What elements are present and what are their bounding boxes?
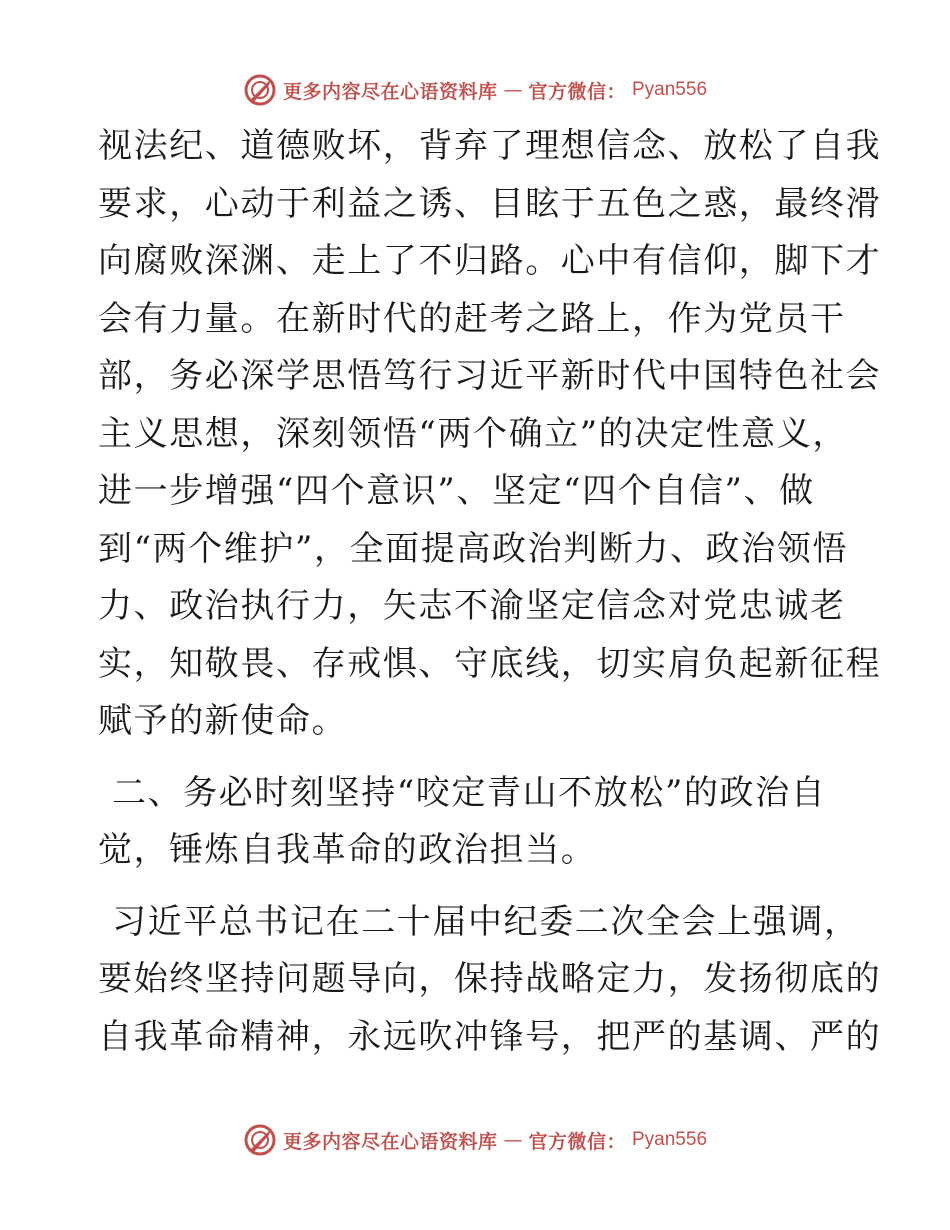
banner-title: 更多内容尽在心语资料库: [282, 80, 498, 103]
section-heading: [98, 765, 858, 880]
text-line: 到“两个维护”，全面提高政治判断力、政治领悟: [98, 528, 848, 569]
text-line: 进一步增强“四个意识”、坚定“四个自信”、做: [98, 471, 815, 511]
text-line: 要求，心动于利益之诱、目眩于五色之惑，最终滑: [98, 183, 882, 224]
banner-separator: —: [503, 1129, 523, 1151]
banner-contact-id: Pyan556: [632, 79, 708, 100]
document-body: [98, 118, 882, 1066]
header-banner: [0, 70, 950, 110]
text-line: 自我革命精神，永远吹冲锋号，把严的基调、严的: [98, 1016, 882, 1057]
text-line: 习近平总书记在二十届中纪委二次全会上强调，: [112, 901, 860, 942]
text-line: 实，知敬畏、存戒惧、守底线，切实肩负起新征程: [98, 643, 882, 684]
banner-title: 更多内容尽在心语资料库: [282, 1130, 498, 1153]
text-line: 主义思想，深刻领悟“两个确立”的决定性意义，: [98, 413, 848, 454]
paragraph-1: [98, 118, 882, 751]
heading-line: 二、务必时刻坚持“咬定青山不放松”的政治自: [112, 772, 827, 813]
brand-logo-icon: [243, 73, 277, 107]
heading-line: 觉，锤炼自我革命的政治担当。: [98, 830, 597, 870]
text-line: 向腐败深渊、走上了不归路。心中有信仰，脚下才: [98, 241, 882, 281]
brand-logo-icon: [243, 1123, 277, 1157]
paragraph-2: [98, 894, 882, 1067]
banner-contact-label: 官方微信：: [528, 80, 626, 103]
banner-separator: —: [503, 79, 523, 101]
text-line: 会有力量。在新时代的赶考之路上，作为党员干: [98, 298, 846, 339]
text-line: 部，务必深学思悟笃行习近平新时代中国特色社会: [98, 356, 882, 396]
text-line: 赋予的新使命。: [98, 701, 348, 741]
banner-contact-id: Pyan556: [632, 1129, 708, 1150]
text-line: 视法纪、道德败坏，背弃了理想信念、放松了自我: [98, 126, 882, 166]
text-line: 要始终坚持问题导向，保持战略定力，发扬彻底的: [98, 959, 882, 999]
banner-contact-label: 官方微信：: [528, 1130, 626, 1153]
footer-banner: [0, 1120, 950, 1160]
text-line: 力、政治执行力，矢志不渝坚定信念对党忠诚老: [98, 586, 846, 626]
